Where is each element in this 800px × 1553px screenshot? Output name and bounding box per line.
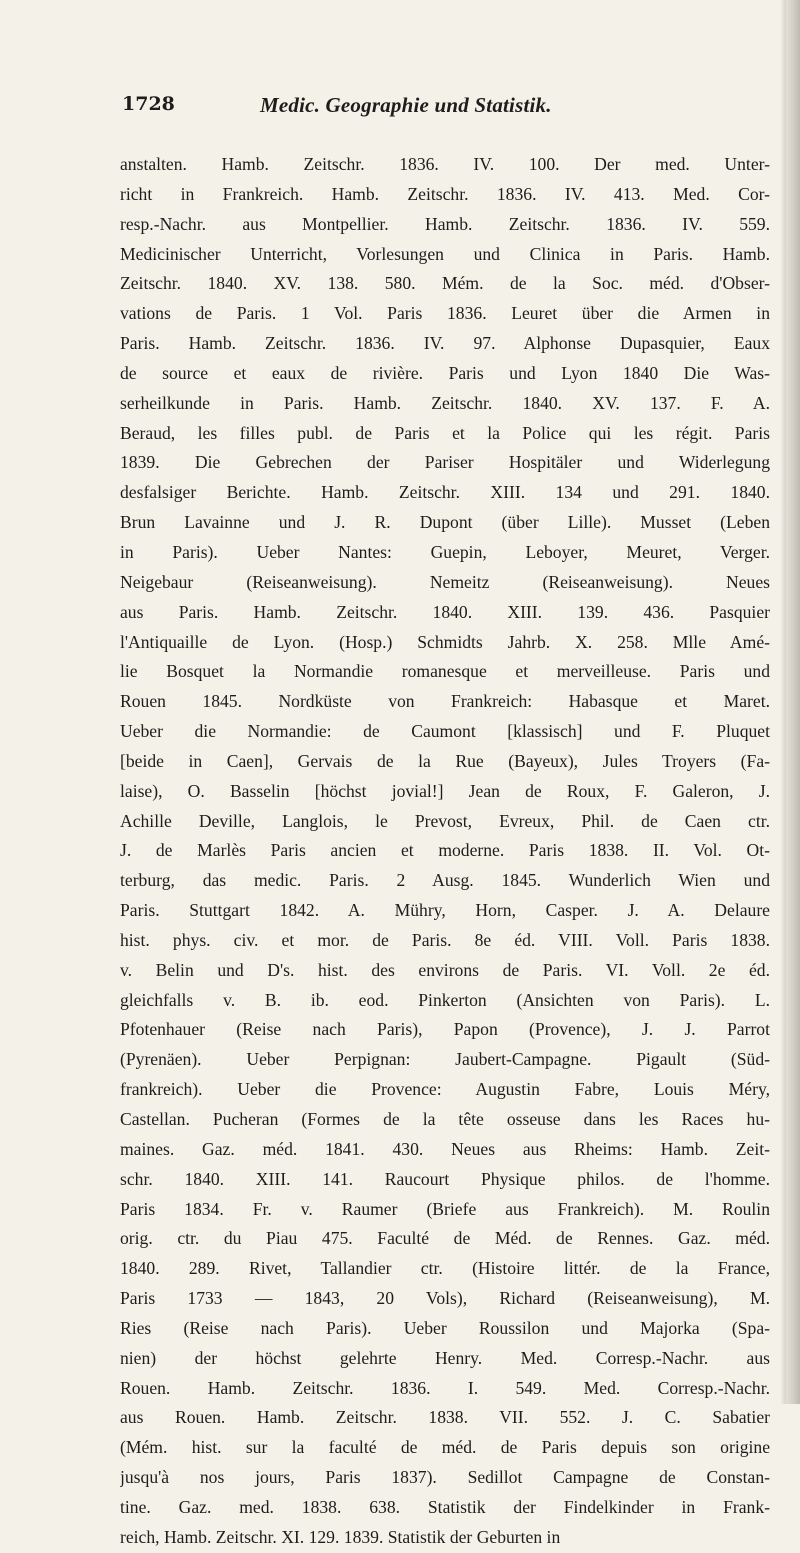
text-line: Rouen. Hamb. Zeitschr. 1836. I. 549. Med. Corresp.-Nachr. <box>120 1377 770 1398</box>
text-line: jusqu'à nos jours, Paris 1837). Sedillot Campagne de Constan- <box>120 1467 770 1488</box>
text-line: aus Rouen. Hamb. Zeitschr. 1838. VII. 552. J. C. Sabatier <box>120 1407 770 1428</box>
text-line: tine. Gaz. med. 1838. 638. Statistik der Findelkinder in Frank- <box>120 1496 770 1517</box>
text-line: nien) der höchst gelehrte Henry. Med. Corresp.-Nachr. aus <box>120 1347 770 1368</box>
text-line: 1839. Die Gebrechen der Pariser Hospitäler und Widerlegung <box>120 452 770 473</box>
text-line: [beide in Caen], Gervais de la Rue (Bayeux), Jules Troyers (Fa- <box>120 750 770 771</box>
text-line: Paris 1733 — 1843, 20 Vols), Richard (Reiseanweisung), M. <box>120 1288 770 1309</box>
text-line: Pfotenhauer (Reise nach Paris), Papon (Provence), J. J. Parrot <box>120 1019 770 1040</box>
text-line: terburg, das medic. Paris. 2 Ausg. 1845. Wunderlich Wien und <box>120 870 770 891</box>
text-line: Paris. Stuttgart 1842. A. Mühry, Horn, Casper. J. A. Delaure <box>120 900 770 921</box>
text-line: Rouen 1845. Nordküste von Frankreich: Habasque et Maret. <box>120 691 770 712</box>
text-line: orig. ctr. du Piau 475. Faculté de Méd. de Rennes. Gaz. méd. <box>120 1228 770 1249</box>
text-line: l'Antiquaille de Lyon. (Hosp.) Schmidts Jahrb. X. 258. Mlle Amé- <box>120 631 770 652</box>
text-line: Neigebaur (Reiseanweisung). Nemeitz (Reiseanweisung). Neues <box>120 571 770 592</box>
text-line: Zeitschr. 1840. XV. 138. 580. Mém. de la Soc. méd. d'Obser- <box>120 273 770 294</box>
text-line: v. Belin und D's. hist. des environs de Paris. VI. Voll. 2e éd. <box>120 959 770 980</box>
text-line: desfalsiger Berichte. Hamb. Zeitschr. XIII. 134 und 291. 1840. <box>120 482 770 503</box>
text-line: Castellan. Pucheran (Formes de la tête osseuse dans les Races hu- <box>120 1109 770 1129</box>
text-line: richt in Frankreich. Hamb. Zeitschr. 1836. IV. 413. Med. Cor- <box>120 183 770 204</box>
running-title: Medic. Geographie und Statistik. <box>260 93 552 117</box>
text-line: Achille Deville, Langlois, le Prevost, Evreux, Phil. de Caen ctr. <box>120 810 770 831</box>
body-text <box>120 150 770 1553</box>
text-line: resp.-Nachr. aus Montpellier. Hamb. Zeitschr. 1836. IV. 559. <box>120 213 770 234</box>
text-line: 1840. 289. Rivet, Tallandier ctr. (Histoire littér. de la France, <box>120 1258 770 1279</box>
text-line: Paris 1834. Fr. v. Raumer (Briefe aus Frankreich). M. Roulin <box>120 1198 770 1219</box>
text-line: Paris. Hamb. Zeitschr. 1836. IV. 97. Alphonse Dupasquier, Eaux <box>120 333 770 354</box>
text-line: Ries (Reise nach Paris). Ueber Roussilon und Majorka (Spa- <box>120 1317 770 1338</box>
text-line: de source et eaux de rivière. Paris und Lyon 1840 Die Was- <box>120 362 770 383</box>
text-line: anstalten. Hamb. Zeitschr. 1836. IV. 100. Der med. Unter- <box>120 154 770 174</box>
text-line: Ueber die Normandie: de Caumont [klassisch] und F. Pluquet <box>120 721 770 742</box>
text-line: maines. Gaz. méd. 1841. 430. Neues aus Rheims: Hamb. Zeit- <box>120 1138 770 1159</box>
page-number: 1728 <box>122 93 175 115</box>
text-line: J. de Marlès Paris ancien et moderne. Paris 1838. II. Vol. Ot- <box>120 840 770 861</box>
text-line: hist. phys. civ. et mor. de Paris. 8e éd. VIII. Voll. Paris 1838. <box>120 929 770 950</box>
text-line: (Pyrenäen). Ueber Perpignan: Jaubert-Campagne. Pigault (Süd- <box>120 1049 770 1070</box>
text-line: gleichfalls v. B. ib. eod. Pinkerton (Ansichten von Paris). L. <box>120 989 770 1010</box>
book-page-edge <box>786 0 800 1404</box>
text-line: reich, Hamb. Zeitschr. XI. 129. 1839. Statistik der Geburten in <box>120 1526 561 1547</box>
text-line: in Paris). Ueber Nantes: Guepin, Leboyer, Meuret, Verger. <box>120 541 770 562</box>
text-line: serheilkunde in Paris. Hamb. Zeitschr. 1840. XV. 137. F. A. <box>120 392 770 413</box>
text-line: Medicinischer Unterricht, Vorlesungen und Clinica in Paris. Hamb. <box>120 243 770 264</box>
text-line: lie Bosquet la Normandie romanesque et merveilleuse. Paris und <box>120 661 770 682</box>
text-line: (Mém. hist. sur la faculté de méd. de Paris depuis son origine <box>120 1437 770 1458</box>
text-line: vations de Paris. 1 Vol. Paris 1836. Leuret über die Armen in <box>120 303 770 324</box>
page-header <box>120 93 760 123</box>
text-line: frankreich). Ueber die Provence: Augustin Fabre, Louis Méry, <box>120 1079 770 1100</box>
text-line: Beraud, les filles publ. de Paris et la Police qui les régit. Paris <box>120 422 770 443</box>
text-line: schr. 1840. XIII. 141. Raucourt Physique philos. de l'homme. <box>120 1168 770 1189</box>
text-line: laise), O. Basselin [höchst jovial!] Jean de Roux, F. Galeron, J. <box>120 780 770 801</box>
text-line: Brun Lavainne und J. R. Dupont (über Lille). Musset (Leben <box>120 512 770 533</box>
text-line: aus Paris. Hamb. Zeitschr. 1840. XIII. 139. 436. Pasquier <box>120 601 770 622</box>
